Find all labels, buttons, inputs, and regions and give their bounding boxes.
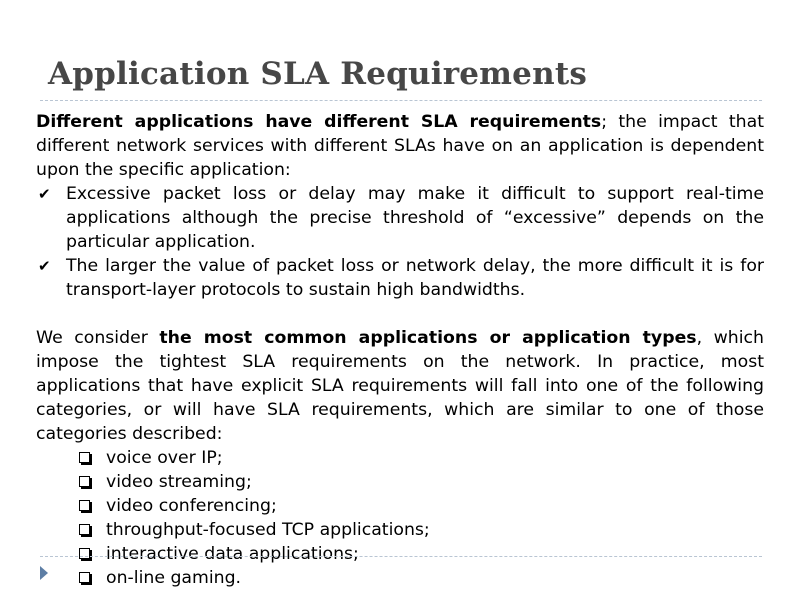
- category-item: [76, 446, 764, 470]
- square-bullet-icon: [79, 476, 90, 487]
- category-item: [76, 542, 764, 566]
- category-text: on-line gaming.: [106, 568, 242, 588]
- check-icon: ✔: [38, 185, 51, 203]
- category-text: interactive data applications;: [106, 544, 359, 564]
- check-list-item: [36, 254, 764, 302]
- square-bullet-icon: [79, 524, 90, 535]
- paragraph-spacer: [36, 302, 764, 326]
- square-bullet-icon: [79, 500, 90, 511]
- square-bullet-icon: [79, 452, 90, 463]
- check-list: [36, 182, 764, 302]
- category-item: [76, 566, 764, 590]
- square-bullet-icon: [79, 548, 90, 559]
- category-item: [76, 518, 764, 542]
- check-item-text: Excessive packet loss or delay may make it difficult to support real-time applications although the precise threshold of “excessive” depends on the particular application.: [66, 184, 764, 252]
- consider-post-text: , which impose the tightest SLA requirements on the network. In practice, most applications that have explicit SLA requirements will fall into one of the following categories, or will have SLA requirements, which are similar to one of those categories described:: [36, 328, 764, 444]
- category-text: throughput-focused TCP applications;: [106, 520, 430, 540]
- consider-paragraph: [36, 326, 764, 446]
- intro-bold-text: Different applications have different SLA requirements: [36, 112, 602, 132]
- category-item: [76, 494, 764, 518]
- title-divider: [40, 100, 762, 101]
- slide-body: [36, 110, 764, 590]
- category-item: [76, 470, 764, 494]
- check-item-text: The larger the value of packet loss or network delay, the more difficult it is for transport-layer protocols to sustain high bandwidths.: [66, 256, 764, 300]
- category-text: video streaming;: [106, 472, 252, 492]
- slide-title: Application SLA Requirements: [48, 56, 588, 92]
- category-list: [76, 446, 764, 590]
- category-text: voice over IP;: [106, 448, 223, 468]
- square-bullet-icon: [79, 572, 90, 583]
- nav-arrow-icon[interactable]: [40, 566, 48, 580]
- category-text: video conferencing;: [106, 496, 277, 516]
- intro-paragraph: [36, 110, 764, 182]
- check-icon: ✔: [38, 257, 51, 275]
- footer-divider: [40, 556, 762, 557]
- check-list-item: [36, 182, 764, 254]
- consider-bold-text: the most common applications or application types: [159, 328, 697, 348]
- consider-pre-text: We consider: [36, 328, 160, 348]
- intro-text: ; the impact that different network services with different SLAs have on an application is dependent upon the specific application:: [36, 112, 764, 180]
